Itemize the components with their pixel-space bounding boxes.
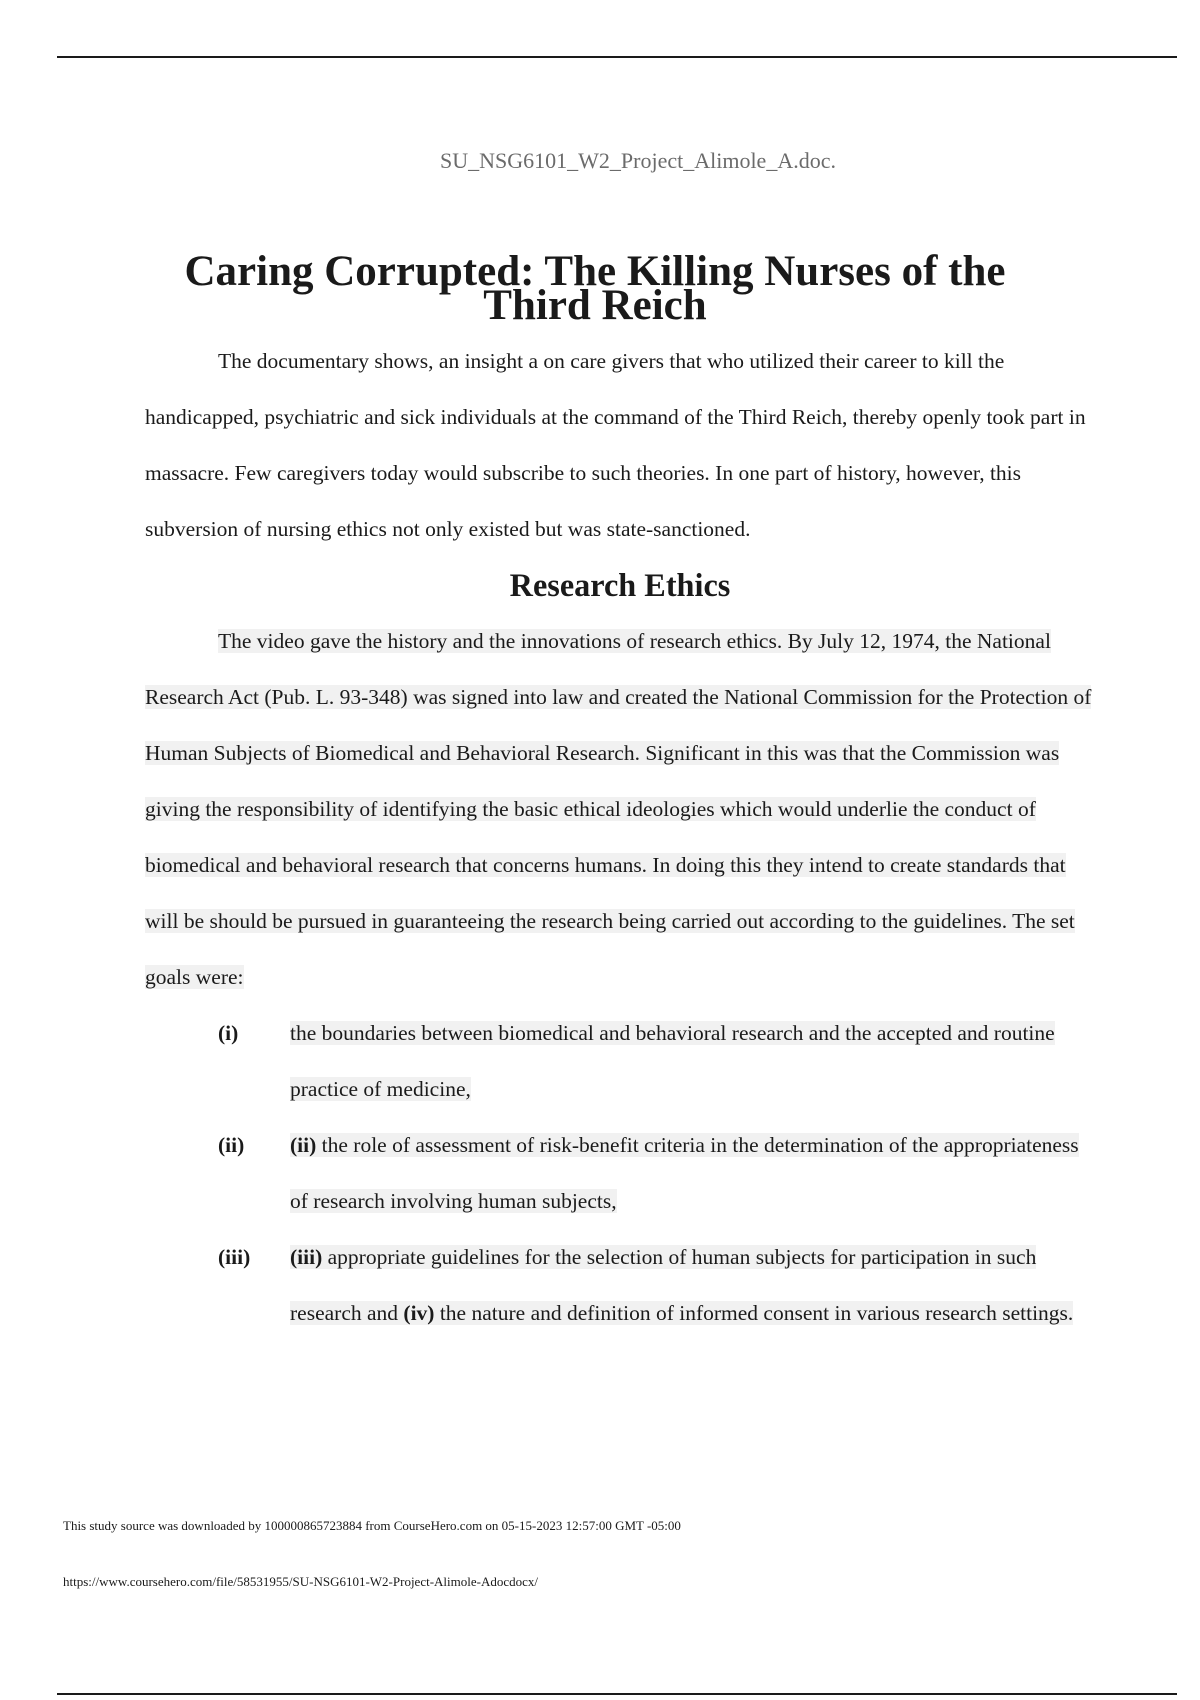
goal-marker-1: (i) <box>218 1021 239 1045</box>
document-body <box>145 248 1095 1341</box>
document-title: Caring Corrupted: The Killing Nurses of the Third Reich <box>184 248 1006 329</box>
goal-text-1: the boundaries between biomedical and behavioral research and the accepted and routine practice of medicine, <box>290 1021 1055 1101</box>
goal-text-2 <box>290 1133 1079 1213</box>
top-rule <box>57 56 1177 58</box>
intro-paragraph: The documentary shows, an insight a on care givers that who utilized their career to kill the handicapped, psychiatric and sick individuals at the command of the Third Reich, thereby openly took part in massacre. Few caregivers today would subscribe to such theories. In one part of history, however, this subversion of nursing ethics not only existed but was state-sanctioned. <box>145 349 1086 541</box>
source-url: https://www.coursehero.com/file/58531955/SU-NSG6101-W2-Project-Alimole-Adocdocx/ <box>63 1574 539 1589</box>
document-filename: SU_NSG6101_W2_Project_Alimole_A.doc. <box>440 148 836 173</box>
goal-item-1 <box>145 1005 1095 1117</box>
goal-marker-2: (ii) <box>218 1133 245 1157</box>
research-ethics-paragraph <box>145 613 1095 1005</box>
goal-text-3 <box>290 1245 1073 1325</box>
goal-marker-3: (iii) <box>218 1245 251 1269</box>
goal-inline-num-4: (iv) <box>403 1301 435 1325</box>
research-ethics-text: The video gave the history and the innovations of research ethics. By July 12, 1974, the National Research Act (Pub. L. 93-348) was signed into law and created the National Commission for the Protection of Human Subjects of Biomedical and Behavioral Research. Significant in this was that the Commission was giving the responsibility of identifying the basic ethical ideologies which would underlie the conduct of biomedical and behavioral research that concerns humans. In doing this they intend to create standards that will be should be pursued in guaranteeing the research being carried out according to the guidelines. The set goals were: <box>145 629 1092 989</box>
goal-inline-num-2: (ii) <box>290 1133 317 1157</box>
goal-body-2: the role of assessment of risk-benefit criteria in the determination of the appropriateness of research involving human subjects, <box>290 1133 1079 1213</box>
goal-item-3 <box>145 1229 1095 1341</box>
goal-body-3a: appropriate guidelines for the selection of human subjects for participation in such research and <box>290 1245 1037 1325</box>
section-heading-research-ethics: Research Ethics <box>509 567 731 603</box>
download-notice: This study source was downloaded by 100000865723884 from CourseHero.com on 05-15-2023 12:57:00 GMT -05:00 <box>63 1518 681 1533</box>
goal-item-2 <box>145 1117 1095 1229</box>
goals-list <box>145 1005 1095 1341</box>
goal-inline-num-3: (iii) <box>290 1245 323 1269</box>
bottom-rule <box>57 1693 1177 1695</box>
goal-body-3b: the nature and definition of informed consent in various research settings. <box>434 1301 1074 1325</box>
